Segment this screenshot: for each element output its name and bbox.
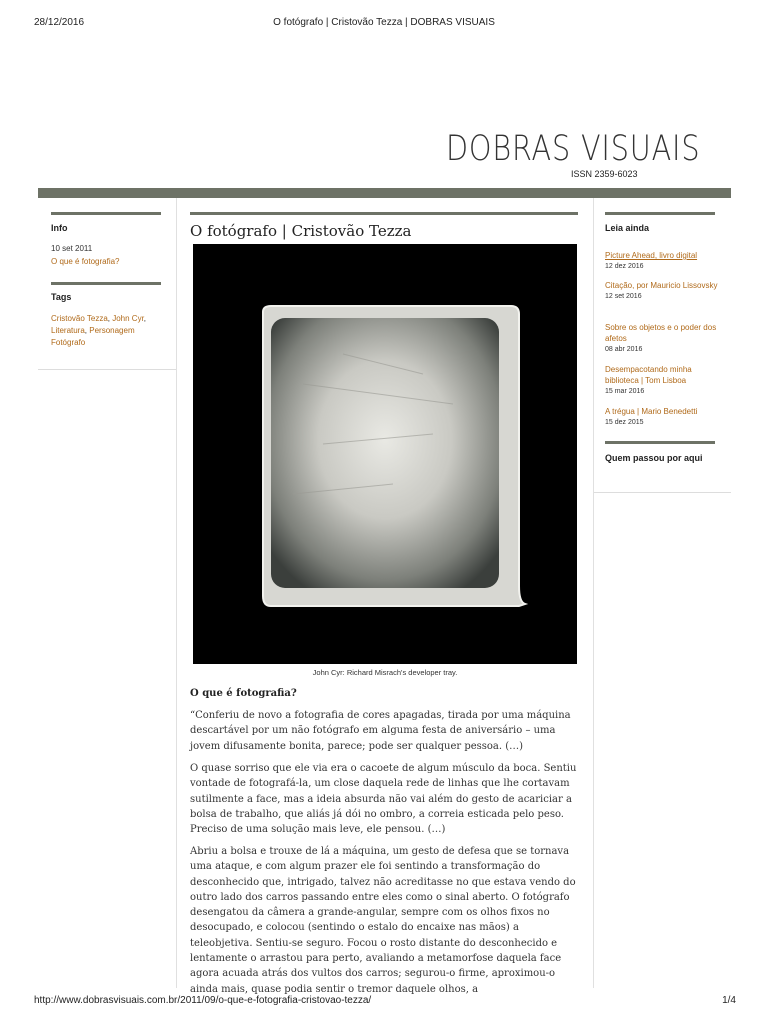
header-bar bbox=[38, 188, 731, 198]
related-post[interactable] bbox=[605, 322, 720, 355]
tags-heading: Tags bbox=[51, 292, 72, 302]
related-post-date: 12 set 2016 bbox=[605, 293, 642, 300]
right-column-divider bbox=[593, 198, 594, 988]
post-photo bbox=[193, 244, 577, 664]
visitors-heading: Quem passou por aqui bbox=[605, 453, 703, 463]
visitors-rule bbox=[605, 441, 715, 444]
related-post-date: 15 mar 2016 bbox=[605, 388, 645, 395]
related-post-date: 12 dez 2016 bbox=[605, 263, 644, 270]
leia-heading: Leia ainda bbox=[605, 223, 650, 233]
related-post-date: 15 dez 2015 bbox=[605, 419, 644, 426]
leia-rule bbox=[605, 212, 715, 215]
print-footer bbox=[0, 995, 768, 1009]
tag-link[interactable]: Literatura bbox=[51, 326, 85, 335]
category-link[interactable]: O que é fotografia? bbox=[51, 257, 120, 266]
related-post-title[interactable]: Sobre os objetos e o poder dos afetos bbox=[605, 323, 717, 343]
print-title: O fotógrafo | Cristovão Tezza | DOBRAS VISUAIS bbox=[273, 17, 495, 28]
developer-tray-image bbox=[193, 244, 577, 664]
left-sidebar-bottom-border bbox=[38, 369, 176, 370]
photo-caption: John Cyr: Richard Misrach's developer tray. bbox=[312, 668, 458, 677]
tag-link[interactable]: Personagem Fotógrafo bbox=[51, 326, 135, 347]
related-post[interactable] bbox=[605, 406, 720, 428]
related-post-date: 08 abr 2016 bbox=[605, 346, 643, 353]
issn: ISSN 2359-6023 bbox=[571, 169, 638, 179]
tags-rule bbox=[51, 282, 161, 285]
post-title[interactable]: O fotógrafo | Cristovão Tezza bbox=[190, 222, 412, 240]
tag-link[interactable]: John Cyr bbox=[112, 314, 144, 323]
site-logo[interactable]: DOBRAS VISUAIS bbox=[446, 129, 701, 169]
print-header bbox=[0, 17, 768, 31]
tags-list: Cristovão Tezza, John Cyr, Literatura, Personagem Fotógrafo bbox=[51, 314, 147, 347]
related-post[interactable] bbox=[605, 250, 720, 272]
tag-link[interactable]: Cristovão Tezza bbox=[51, 314, 108, 323]
paragraph: Abriu a bolsa e trouxe de lá a máquina, um gesto de defesa que se tornava uma ataque, e com algum prazer ele foi sentindo a transformação do desconhecido que, intrigado, talvez não acreditasse no que estava vendo do outro lado dos carros passando entre eles como o sinal aberto. O fotógrafo desengatou da câmera a grande-angular, sempre com os olhos fixos no desocupado, e colocou (sentindo o estalo do encaixe nas mãos) a teleobjetiva. Sentiu-se seguro. Focou o rosto distante do desconhecido e lentamente o arrastou para perto, avaliando a metamorfose daquela face agora acuada atrás dos vultos dos carros; segurou-o firme, aproximou-o ainda mais, quase podia sentir o tremor daquele olhos, a bbox=[190, 846, 576, 995]
paragraph: O quase sorriso que ele via era o cacoete de algum músculo da boca. Sentiu vontade de fotografá-la, um close daquela rede de linhas que lhe cortavam sutilmente a face, mas a ideia absurda não vai além do gesto de acariciar a bolsa de trabalho, que aliás já dói no ombro, a correia esticada pelo peso. Preciso de uma solução mais leve, ele pensou. (…) bbox=[190, 763, 577, 836]
left-column-divider bbox=[176, 198, 177, 988]
related-post-title[interactable]: A trégua | Mario Benedetti bbox=[605, 407, 698, 416]
post-date: 10 set 2011 bbox=[51, 244, 93, 253]
related-post[interactable] bbox=[605, 280, 720, 302]
print-page-number: 1/4 bbox=[722, 995, 736, 1006]
info-heading: Info bbox=[51, 223, 68, 233]
info-rule bbox=[51, 212, 161, 215]
related-post-title[interactable]: Desempacotando minha biblioteca | Tom Lisboa bbox=[605, 365, 692, 385]
paragraph: “Conferiu de novo a fotografia de cores apagadas, tirada por uma máquina descartável por um não fotógrafo em alguma festa de aniversário – uma jovem difusamente bonita, parece; pode ser qualquer pessoa. (…) bbox=[190, 710, 571, 752]
right-sidebar-bottom-border bbox=[594, 492, 731, 493]
print-date: 28/12/2016 bbox=[34, 17, 85, 28]
print-url: http://www.dobrasvisuais.com.br/2011/09/o-que-e-fotografia-cristovao-tezza/ bbox=[34, 995, 372, 1006]
related-post-title[interactable]: Citação, por Mauricio Lissovsky bbox=[605, 281, 718, 290]
section-heading: O que é fotografia? bbox=[190, 688, 297, 699]
related-post[interactable] bbox=[605, 364, 720, 397]
post-rule bbox=[190, 212, 578, 215]
related-post-title[interactable]: Picture Ahead, livro digital bbox=[605, 251, 698, 260]
